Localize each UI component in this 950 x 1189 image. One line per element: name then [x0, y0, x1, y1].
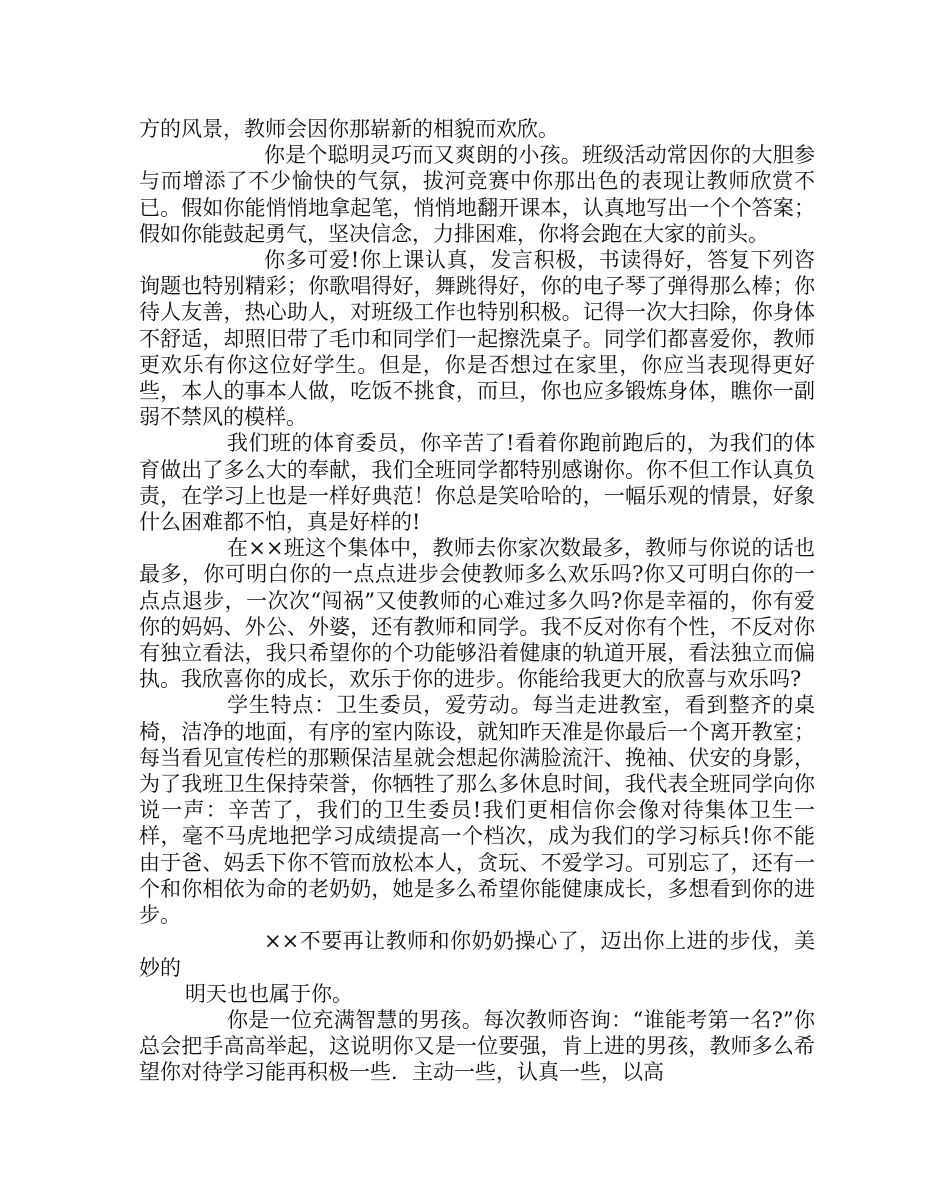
- paragraph: 学生特点：卫生委员，爱劳动。每当走进教室，看到整齐的桌椅，洁净的地面，有序的室内陈设，就知昨天准是你最后一个离开教室；每当看见宣传栏的那颗保洁星就会想起你满脸流汗、挽袖、伏安的身影，为了我班卫生保持荣誉，你牺牲了那么多休息时间，我代表全班同学向你说一声：辛苦了，我们的卫生委员!我们更相信你会像对待集体卫生一样，毫不马虎地把学习成绩提高一个档次，成为我们的学习标兵!你不能由于爸、妈丢下你不管而放松本人，贪玩、不爱学习。可别忘了，还有一个和你相依为命的老奶奶，她是多么希望你能健康成长，多想看到你的进步。: [139, 693, 815, 928]
- paragraph: ××不要再让教师和你奶奶操心了，迈出你上进的步伐，美妙的: [139, 929, 815, 980]
- paragraph: 在××班这个集体中，教师去你家次数最多，教师与你说的话也最多，你可明白你的一点点进步会使教师多么欢乐吗?你又可明白你的一点点退步，一次次“闯祸”又使教师的心难过多久吗?你是幸福的，你有爱你的妈妈、外公、外婆，还有教师和同学。我不反对你有个性，不反对你有独立看法，我只希望你的个功能够沿着健康的轨道开展，看法独立而偏执。我欣喜你的成长，欢乐于你的进步。你能给我更大的欣喜与欢乐吗?: [139, 536, 815, 692]
- paragraph: 方的风景，教师会因你那崭新的相貌而欢欣。: [139, 117, 559, 141]
- document-body: [139, 116, 815, 1086]
- paragraph: 你多可爱!你上课认真，发言积极，书读得好，答复下列咨询题也特别精彩；你歌唱得好，舞跳得好，你的电子琴了弹得那么棒；你待人友善，热心助人，对班级工作也特别积极。记得一次大扫除，你身体不舒适，却照旧带了毛巾和同学们一起擦洗桌子。同学们都喜爱你，教师更欢乐有你这位好学生。但是，你是否想过在家里，你应当表现得更好些，本人的事本人做，吃饭不挑食，而旦，你也应多锻炼身体，瞧你一副弱不禁风的模样。: [139, 248, 815, 430]
- paragraph: 明天也也属于你。: [185, 981, 353, 1006]
- paragraph: 我们班的体育委员，你辛苦了!看着你跑前跑后的，为我们的体育做出了多么大的奉献，我们全班同学都特别感谢你。你不但工作认真负责，在学习上也是一样好典范！你总是笑哈哈的，一幅乐观的情景，好象什么困难都不怕，真是好样的!: [139, 431, 815, 535]
- paragraph: 你是一位充满智慧的男孩。每次教师咨询：“谁能考第一名?”你总会把手高高举起，这说明你又是一位要强，肯上进的男孩，教师多么希望你对待学习能再积极一些．主动一些，认真一些，以高: [139, 1007, 815, 1085]
- paragraph: 你是个聪明灵巧而又爽朗的小孩。班级活动常因你的大胆参与而增添了不少愉快的气氛，拔河竞赛中你那出色的表现让教师欣赏不已。假如你能悄悄地拿起笔，悄悄地翻开课本，认真地写出一个个答案；假如你能鼓起勇气，坚决信念，力排困难，你将会跑在大家的前头。: [139, 143, 815, 246]
